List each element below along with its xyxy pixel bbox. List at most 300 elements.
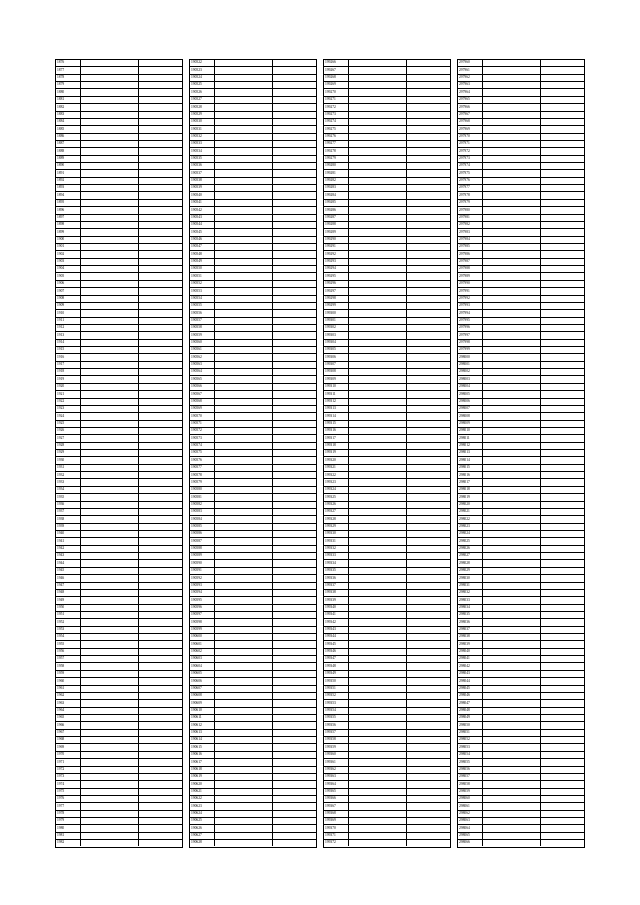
table-row — [190, 472, 316, 479]
row-number: 199287 — [324, 215, 349, 221]
row-number: 199369 — [324, 818, 349, 824]
table-row — [56, 399, 182, 406]
table-row — [458, 612, 584, 619]
table-row — [190, 296, 316, 303]
table-row — [56, 325, 182, 332]
row-code — [483, 340, 541, 346]
row-code — [81, 347, 139, 353]
row-number: 1891 — [56, 170, 81, 176]
table-row — [56, 428, 182, 435]
row-code — [215, 641, 273, 647]
table-row — [190, 457, 316, 464]
row-code — [81, 134, 139, 140]
row-code — [215, 833, 273, 839]
row-number: 199312 — [324, 399, 349, 405]
table-row — [190, 833, 316, 840]
row-number: 199302 — [324, 325, 349, 331]
row-value — [407, 148, 450, 154]
row-value — [407, 531, 450, 537]
row-code — [483, 575, 541, 581]
row-number: 190628 — [190, 840, 215, 846]
row-code — [81, 619, 139, 625]
row-code — [81, 450, 139, 456]
row-value — [541, 347, 584, 353]
row-number: 1914 — [56, 340, 81, 346]
table-row — [324, 156, 450, 163]
row-number: 199266 — [324, 60, 349, 66]
row-value — [407, 568, 450, 574]
row-value — [139, 538, 182, 544]
table-row — [458, 700, 584, 707]
table-row — [324, 767, 450, 774]
row-code — [349, 126, 407, 132]
table-row — [458, 340, 584, 347]
row-value — [139, 472, 182, 478]
row-code — [349, 560, 407, 566]
row-value — [541, 737, 584, 743]
row-number: 190587 — [190, 538, 215, 544]
row-code — [215, 413, 273, 419]
row-value — [407, 450, 450, 456]
row-number: 1913 — [56, 332, 81, 338]
row-number: 190623 — [190, 803, 215, 809]
row-value — [273, 781, 316, 787]
row-number: 1905 — [56, 273, 81, 279]
row-number: 199372 — [324, 840, 349, 846]
row-number: 298037 — [458, 627, 483, 633]
row-code — [483, 803, 541, 809]
row-number: 190548 — [190, 251, 215, 257]
table-row — [190, 259, 316, 266]
row-number: 1939 — [56, 524, 81, 530]
table-row — [56, 774, 182, 781]
row-number: 199306 — [324, 354, 349, 360]
row-value — [541, 641, 584, 647]
row-value — [407, 472, 450, 478]
row-value — [139, 803, 182, 809]
row-code — [349, 752, 407, 758]
row-number: 199337 — [324, 583, 349, 589]
table-row — [458, 399, 584, 406]
row-code — [215, 141, 273, 147]
table-row — [56, 553, 182, 560]
table-row — [324, 825, 450, 832]
row-code — [215, 546, 273, 552]
row-value — [541, 369, 584, 375]
row-code — [215, 627, 273, 633]
row-number: 298038 — [458, 634, 483, 640]
row-code — [215, 428, 273, 434]
row-value — [541, 82, 584, 88]
row-value — [541, 119, 584, 125]
row-value — [407, 619, 450, 625]
table-row — [324, 421, 450, 428]
table-row — [324, 332, 450, 339]
row-value — [139, 671, 182, 677]
table-row — [324, 494, 450, 501]
row-number: 1962 — [56, 693, 81, 699]
row-code — [349, 413, 407, 419]
row-number: 190614 — [190, 737, 215, 743]
row-value — [407, 553, 450, 559]
row-number: 1908 — [56, 296, 81, 302]
row-number: 199299 — [324, 303, 349, 309]
row-value — [541, 97, 584, 103]
row-value — [273, 715, 316, 721]
row-number: 1951 — [56, 612, 81, 618]
row-code — [81, 60, 139, 66]
row-code — [81, 700, 139, 706]
table-row — [190, 487, 316, 494]
row-number: 199359 — [324, 744, 349, 750]
row-value — [139, 303, 182, 309]
table-row — [324, 531, 450, 538]
row-number: 298043 — [458, 671, 483, 677]
row-value — [541, 744, 584, 750]
row-value — [407, 671, 450, 677]
row-code — [483, 649, 541, 655]
row-code — [81, 273, 139, 279]
table-row — [458, 619, 584, 626]
row-value — [273, 259, 316, 265]
row-value — [139, 774, 182, 780]
table-row — [190, 222, 316, 229]
row-value — [541, 89, 584, 95]
row-number: 199333 — [324, 553, 349, 559]
table-block — [55, 59, 183, 848]
row-number: 1972 — [56, 767, 81, 773]
table-block — [323, 59, 451, 848]
row-value — [407, 332, 450, 338]
row-number: 190571 — [190, 421, 215, 427]
row-value — [407, 538, 450, 544]
row-number: 1943 — [56, 553, 81, 559]
table-row — [190, 303, 316, 310]
row-number: 1921 — [56, 391, 81, 397]
row-value — [273, 752, 316, 758]
row-code — [483, 502, 541, 508]
row-value — [139, 494, 182, 500]
table-row — [190, 391, 316, 398]
table-row — [458, 693, 584, 700]
row-number: 199278 — [324, 148, 349, 154]
row-number: 298058 — [458, 781, 483, 787]
row-value — [541, 575, 584, 581]
table-row — [324, 450, 450, 457]
row-value — [273, 516, 316, 522]
table-row — [458, 722, 584, 729]
row-code — [483, 833, 541, 839]
row-value — [407, 391, 450, 397]
table-row — [324, 413, 450, 420]
table-row — [324, 789, 450, 796]
row-code — [215, 803, 273, 809]
row-number: 297990 — [458, 281, 483, 287]
table-row — [190, 818, 316, 825]
row-number: 190592 — [190, 575, 215, 581]
row-code — [81, 583, 139, 589]
table-row — [324, 671, 450, 678]
row-number: 298034 — [458, 605, 483, 611]
row-number: 298042 — [458, 663, 483, 669]
row-number: 190606 — [190, 678, 215, 684]
row-number: 1971 — [56, 759, 81, 765]
row-value — [407, 509, 450, 515]
row-number: 190547 — [190, 244, 215, 250]
table-row — [324, 376, 450, 383]
row-number: 297974 — [458, 163, 483, 169]
row-value — [273, 413, 316, 419]
table-row — [324, 104, 450, 111]
row-value — [407, 340, 450, 346]
table-row — [324, 67, 450, 74]
row-code — [483, 266, 541, 272]
row-code — [349, 443, 407, 449]
row-number: 298061 — [458, 803, 483, 809]
row-code — [483, 450, 541, 456]
table-row — [56, 649, 182, 656]
table-row — [324, 207, 450, 214]
row-code — [215, 560, 273, 566]
row-value — [273, 803, 316, 809]
row-value — [139, 310, 182, 316]
row-code — [483, 671, 541, 677]
row-number: 297994 — [458, 310, 483, 316]
row-value — [273, 340, 316, 346]
row-number: 190618 — [190, 767, 215, 773]
table-row — [56, 362, 182, 369]
row-value — [273, 479, 316, 485]
row-value — [273, 612, 316, 618]
table-row — [324, 443, 450, 450]
row-number: 190535 — [190, 156, 215, 162]
row-number: 190574 — [190, 443, 215, 449]
row-code — [81, 693, 139, 699]
row-code — [215, 825, 273, 831]
table-row — [324, 678, 450, 685]
row-number: 1936 — [56, 502, 81, 508]
row-number: 1933 — [56, 479, 81, 485]
row-code — [483, 376, 541, 382]
row-code — [215, 391, 273, 397]
row-code — [215, 737, 273, 743]
row-value — [139, 89, 182, 95]
row-code — [215, 369, 273, 375]
row-value — [273, 634, 316, 640]
row-number: 199319 — [324, 450, 349, 456]
row-code — [215, 134, 273, 140]
table-row — [56, 332, 182, 339]
row-number: 1915 — [56, 347, 81, 353]
row-value — [541, 318, 584, 324]
row-number: 297979 — [458, 200, 483, 206]
row-value — [541, 421, 584, 427]
row-code — [215, 325, 273, 331]
row-number: 190607 — [190, 686, 215, 692]
row-value — [407, 303, 450, 309]
row-code — [81, 75, 139, 81]
row-value — [273, 450, 316, 456]
row-number: 1970 — [56, 752, 81, 758]
table-row — [190, 148, 316, 155]
row-number: 199313 — [324, 406, 349, 412]
row-value — [139, 597, 182, 603]
table-row — [56, 215, 182, 222]
row-number: 1906 — [56, 281, 81, 287]
table-row — [56, 347, 182, 354]
table-row — [56, 303, 182, 310]
row-number: 199281 — [324, 170, 349, 176]
row-code — [349, 384, 407, 390]
row-code — [81, 303, 139, 309]
row-code — [215, 156, 273, 162]
row-code — [349, 347, 407, 353]
row-value — [139, 502, 182, 508]
table-row — [56, 141, 182, 148]
table-row — [190, 347, 316, 354]
row-value — [407, 266, 450, 272]
table-row — [324, 244, 450, 251]
row-value — [541, 619, 584, 625]
table-row — [324, 97, 450, 104]
row-number: 298046 — [458, 693, 483, 699]
table-row — [190, 553, 316, 560]
table-row — [458, 479, 584, 486]
table-row — [56, 413, 182, 420]
row-value — [139, 362, 182, 368]
row-code — [349, 656, 407, 662]
row-number: 1968 — [56, 737, 81, 743]
row-value — [407, 678, 450, 684]
table-row — [458, 494, 584, 501]
table-block — [457, 59, 585, 848]
row-value — [273, 332, 316, 338]
row-code — [349, 435, 407, 441]
row-value — [139, 825, 182, 831]
row-number: 298055 — [458, 759, 483, 765]
row-value — [139, 332, 182, 338]
row-code — [81, 678, 139, 684]
table-row — [56, 833, 182, 840]
row-value — [541, 332, 584, 338]
row-number: 297995 — [458, 318, 483, 324]
row-code — [349, 759, 407, 765]
row-value — [139, 781, 182, 787]
table-row — [190, 840, 316, 846]
row-number: 190558 — [190, 325, 215, 331]
row-value — [273, 134, 316, 140]
table-row — [56, 391, 182, 398]
table-row — [324, 487, 450, 494]
row-value — [273, 811, 316, 817]
row-value — [273, 126, 316, 132]
row-code — [81, 560, 139, 566]
row-value — [273, 362, 316, 368]
row-value — [139, 369, 182, 375]
row-number: 1973 — [56, 774, 81, 780]
table-row — [190, 119, 316, 126]
table-row — [458, 590, 584, 597]
row-number: 190523 — [190, 67, 215, 73]
row-value — [139, 97, 182, 103]
table-row — [324, 818, 450, 825]
row-number: 298065 — [458, 833, 483, 839]
row-number: 199336 — [324, 575, 349, 581]
row-code — [483, 840, 541, 846]
row-number: 1912 — [56, 325, 81, 331]
table-row — [190, 619, 316, 626]
row-code — [215, 509, 273, 515]
row-code — [483, 715, 541, 721]
table-row — [190, 730, 316, 737]
table-row — [324, 737, 450, 744]
row-code — [349, 708, 407, 714]
row-value — [273, 443, 316, 449]
row-code — [215, 811, 273, 817]
table-row — [324, 200, 450, 207]
row-number: 297962 — [458, 75, 483, 81]
row-code — [215, 170, 273, 176]
row-value — [139, 112, 182, 118]
row-code — [215, 597, 273, 603]
row-value — [273, 391, 316, 397]
row-code — [81, 811, 139, 817]
table-row — [190, 516, 316, 523]
row-value — [273, 148, 316, 154]
row-value — [541, 649, 584, 655]
row-code — [483, 627, 541, 633]
row-number: 298033 — [458, 597, 483, 603]
row-number: 190612 — [190, 722, 215, 728]
row-value — [407, 663, 450, 669]
row-number: 190543 — [190, 215, 215, 221]
row-number: 1893 — [56, 185, 81, 191]
row-value — [139, 634, 182, 640]
row-value — [407, 75, 450, 81]
row-code — [215, 288, 273, 294]
row-number: 1922 — [56, 399, 81, 405]
row-code — [215, 215, 273, 221]
table-row — [190, 369, 316, 376]
row-number: 297999 — [458, 347, 483, 353]
row-number: 1965 — [56, 715, 81, 721]
row-number: 1879 — [56, 82, 81, 88]
row-number: 297978 — [458, 192, 483, 198]
row-number: 190556 — [190, 310, 215, 316]
table-row — [458, 318, 584, 325]
row-number: 298019 — [458, 494, 483, 500]
row-number: 297984 — [458, 237, 483, 243]
row-code — [81, 222, 139, 228]
row-number: 199345 — [324, 641, 349, 647]
row-value — [273, 156, 316, 162]
row-value — [407, 251, 450, 257]
row-number: 1934 — [56, 487, 81, 493]
row-number: 298005 — [458, 391, 483, 397]
row-value — [139, 215, 182, 221]
row-code — [349, 67, 407, 73]
row-number: 199360 — [324, 752, 349, 758]
row-value — [273, 457, 316, 463]
table-row — [56, 700, 182, 707]
table-row — [458, 671, 584, 678]
row-value — [407, 229, 450, 235]
row-value — [541, 237, 584, 243]
row-code — [215, 376, 273, 382]
row-value — [273, 789, 316, 795]
row-value — [139, 60, 182, 66]
row-value — [407, 708, 450, 714]
